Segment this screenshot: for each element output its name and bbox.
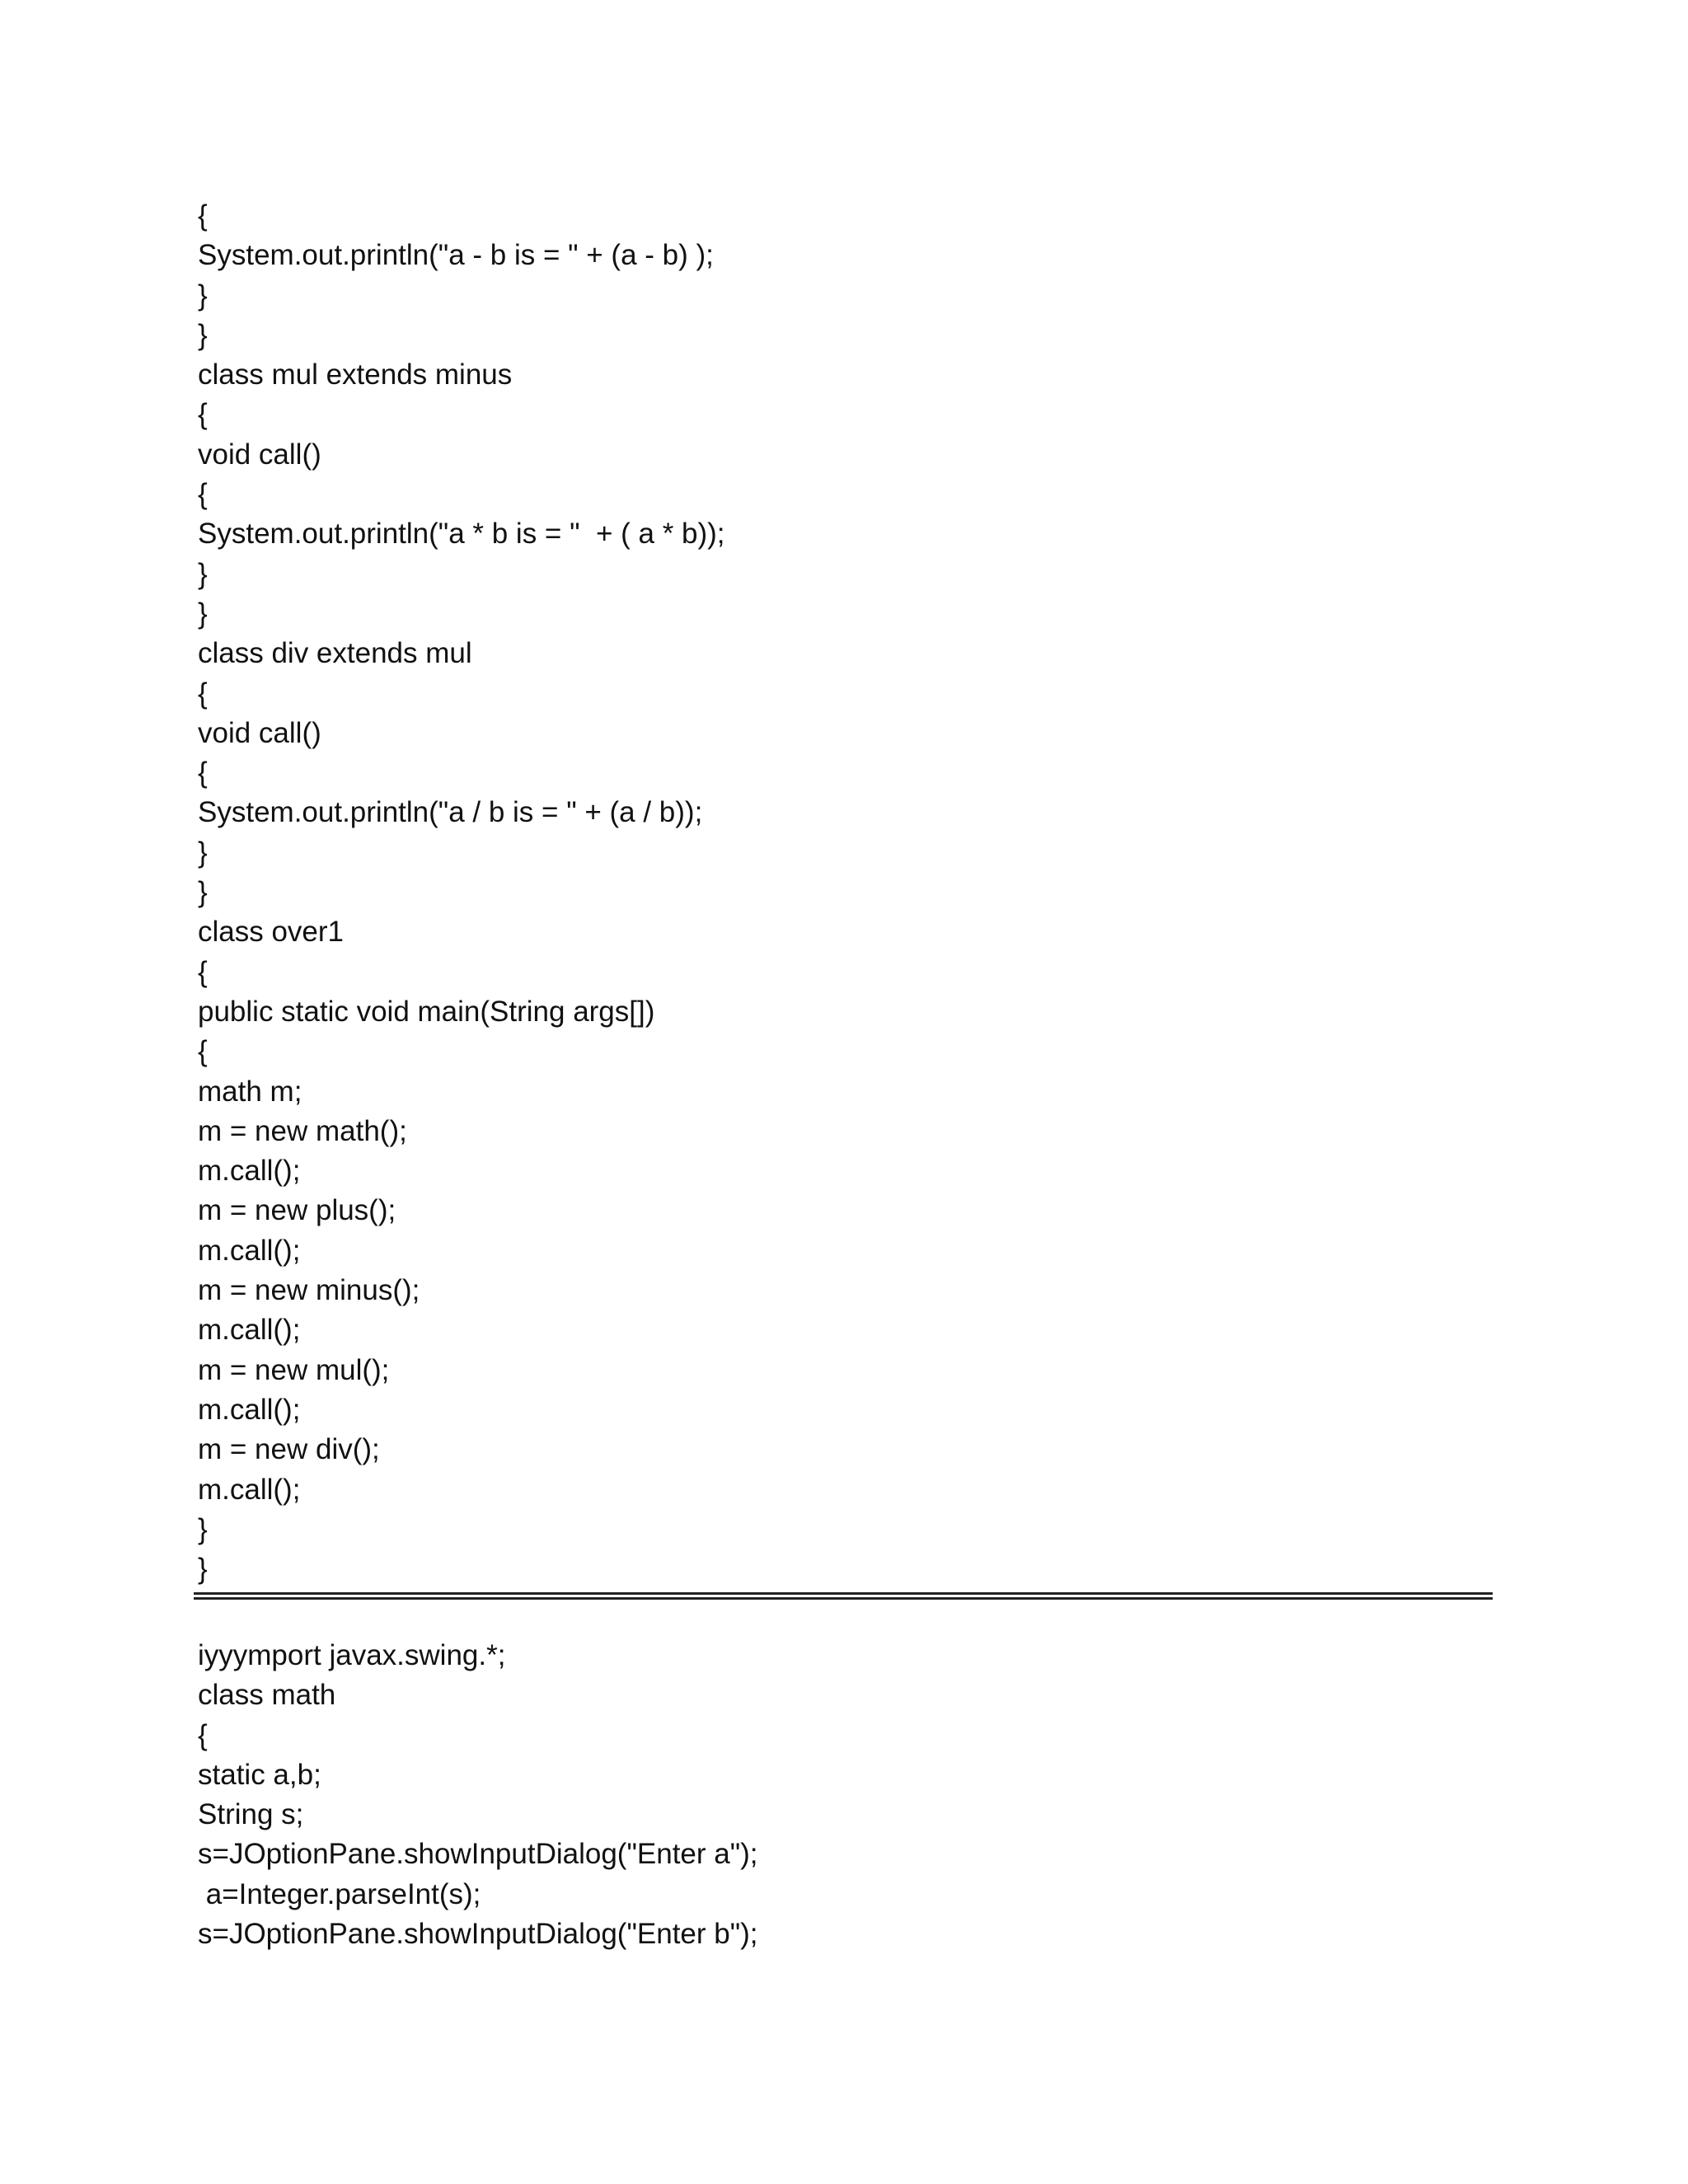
code-line: void call() bbox=[198, 716, 321, 749]
code-line: } bbox=[198, 1512, 208, 1545]
code-line: { bbox=[198, 757, 208, 790]
code-line: { bbox=[198, 398, 208, 431]
code-line: } bbox=[198, 318, 208, 351]
code-line: System.out.println("a * b is = " + ( a * b)); bbox=[198, 518, 725, 551]
code-line: System.out.println("a / b is = " + (a / b)); bbox=[198, 796, 703, 829]
code-line: m.call(); bbox=[198, 1155, 301, 1188]
double-rule-divider bbox=[194, 1592, 1493, 1600]
code-line: } bbox=[198, 876, 208, 909]
code-line: m = new math(); bbox=[198, 1114, 407, 1147]
code-line: { bbox=[198, 1035, 208, 1068]
code-line: } bbox=[198, 279, 208, 312]
code-line: s=JOptionPane.showInputDialog("Enter a"); bbox=[198, 1838, 758, 1871]
code-line: } bbox=[198, 1553, 208, 1586]
code-line: m = new mul(); bbox=[198, 1353, 390, 1386]
code-line: { bbox=[198, 1718, 208, 1751]
code-line: void call() bbox=[198, 438, 321, 471]
code-line: { bbox=[198, 478, 208, 511]
code-line: class mul extends minus bbox=[198, 359, 513, 391]
code-line: System.out.println("a - b is = " + (a - b) ); bbox=[198, 239, 714, 272]
code-line: m = new plus(); bbox=[198, 1194, 396, 1227]
code-line: static a,b; bbox=[198, 1758, 321, 1791]
code-line: } bbox=[198, 597, 208, 630]
code-line: a=Integer.parseInt(s); bbox=[198, 1877, 481, 1910]
code-line: { bbox=[198, 677, 208, 710]
code-line: } bbox=[198, 836, 208, 869]
code-line: iyyymport javax.swing.*; bbox=[198, 1639, 506, 1671]
code-line: String s; bbox=[198, 1798, 304, 1831]
code-line: math m; bbox=[198, 1075, 302, 1108]
code-line: class over1 bbox=[198, 916, 345, 949]
code-line: } bbox=[198, 557, 208, 590]
code-line: m.call(); bbox=[198, 1393, 301, 1426]
code-line: m.call(); bbox=[198, 1314, 301, 1347]
code-line: m.call(); bbox=[198, 1234, 301, 1267]
code-line: m.call(); bbox=[198, 1473, 301, 1506]
code-line: class div extends mul bbox=[198, 637, 472, 670]
code-line: s=JOptionPane.showInputDialog("Enter b"); bbox=[198, 1918, 758, 1951]
code-line: public static void main(String args[]) bbox=[198, 995, 655, 1028]
code-line: class math bbox=[198, 1679, 336, 1712]
code-line: m = new minus(); bbox=[198, 1274, 420, 1307]
code-block-lower bbox=[198, 1636, 758, 1954]
code-block-upper bbox=[198, 196, 725, 1589]
code-line: { bbox=[198, 199, 208, 232]
code-line: { bbox=[198, 955, 208, 988]
code-line: m = new div(); bbox=[198, 1433, 380, 1466]
